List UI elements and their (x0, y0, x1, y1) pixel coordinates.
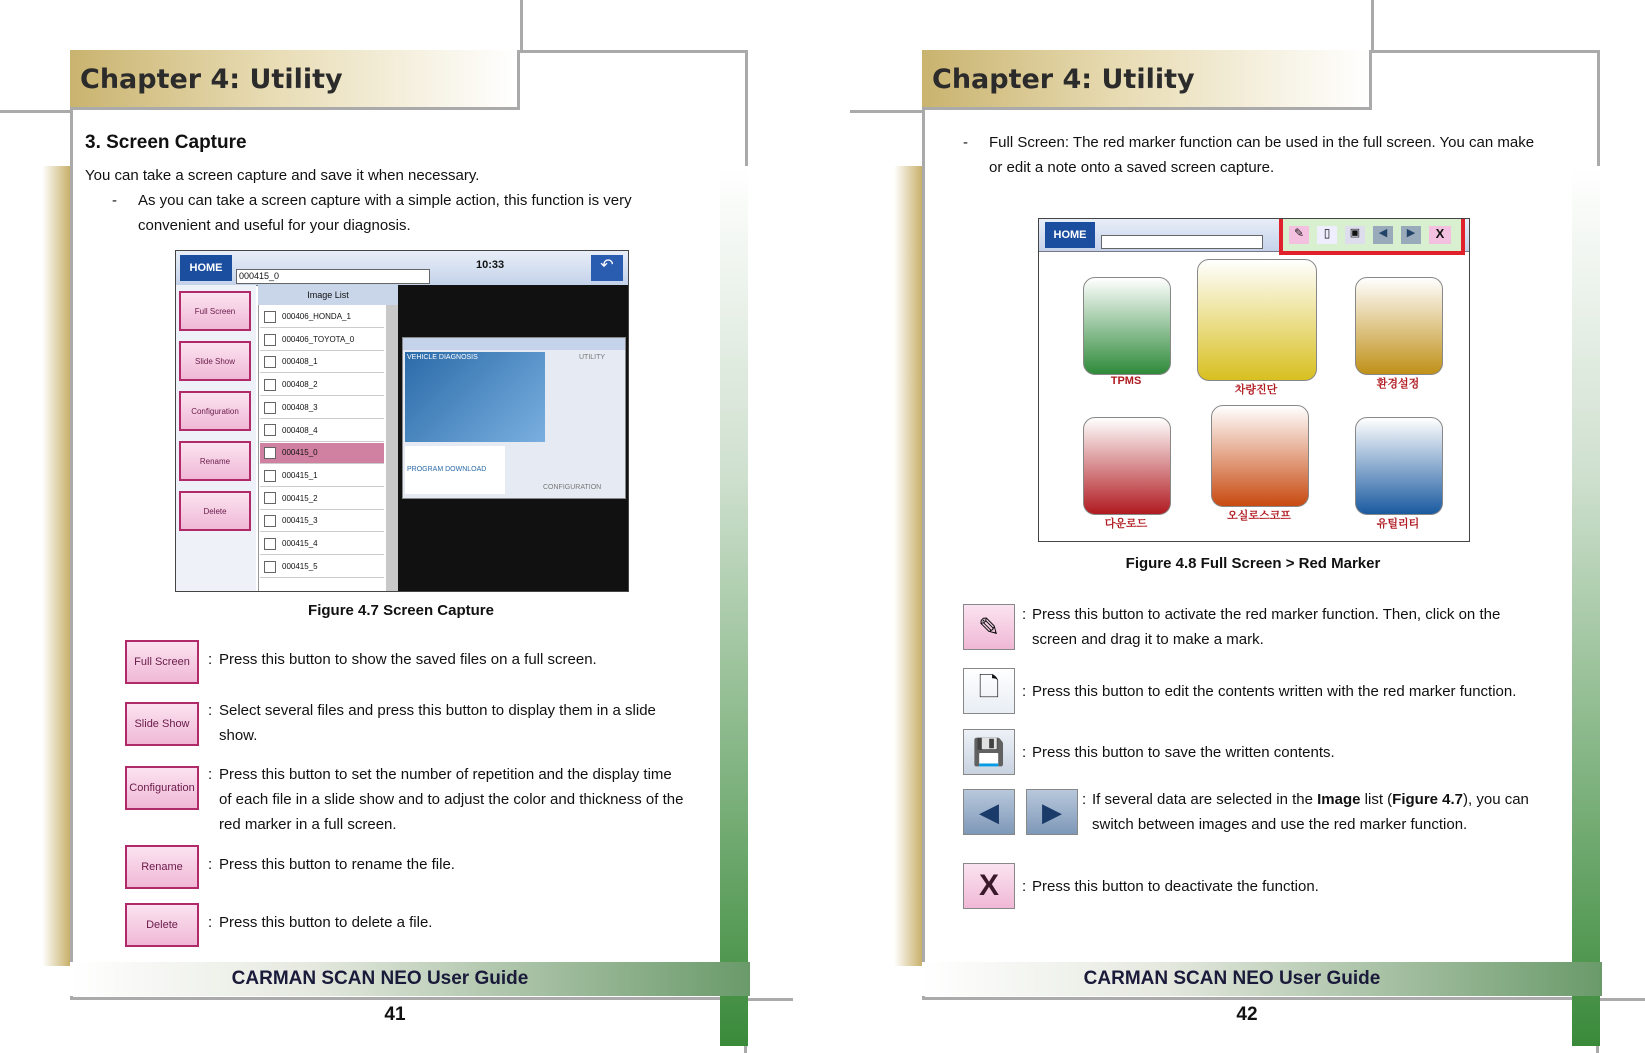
item-description: Press this button to deactivate the function. (1032, 878, 1319, 895)
checkbox[interactable] (264, 379, 276, 391)
x-icon[interactable]: X (963, 863, 1015, 909)
file-name: 000415_0 (282, 448, 318, 458)
chapter-header (70, 50, 520, 110)
preview-label: VEHICLE DIAGNOSIS (407, 354, 478, 361)
page-number-left: 41 (384, 1004, 406, 1025)
bullet-line: or edit a note onto a saved screen capture. (989, 159, 1275, 176)
item-description: Press this button to activate the red marker function. Then, click on the (1032, 606, 1501, 623)
figure-caption: Figure 4.7 Screen Capture (308, 602, 494, 619)
checkbox[interactable] (264, 334, 276, 346)
preview-label: CONFIGURATION (543, 484, 602, 491)
desc-colon: : (1082, 791, 1087, 808)
item-description: screen and drag it to make a mark. (1032, 631, 1264, 648)
next-icon[interactable]: ▶ (1401, 226, 1421, 244)
button-image-slide-show[interactable]: Slide Show (125, 702, 199, 746)
home-button[interactable]: HOME (1045, 222, 1095, 248)
file-name: 000408_4 (282, 425, 318, 435)
file-list-row[interactable] (260, 557, 384, 578)
nav-description-line2: switch between images and use the red marker function. (1092, 816, 1468, 833)
file-list-row[interactable] (260, 511, 384, 532)
file-name: 000406_HONDA_1 (282, 312, 351, 321)
desc-colon: : (208, 914, 213, 931)
file-list-row[interactable] (260, 352, 384, 373)
footer-title: CARMAN SCAN NEO User Guide (1083, 968, 1381, 989)
button-description: Press this button to delete a file. (219, 914, 433, 931)
intro-text: You can take a screen capture and save it when necessary. (85, 167, 480, 184)
capture-side-button[interactable]: Rename (179, 441, 251, 481)
bullet-line: Full Screen: The red marker function can be used in the full screen. You can make (989, 134, 1535, 151)
path-field: 000415_0 (236, 269, 430, 284)
file-name: 000408_3 (282, 402, 318, 412)
button-description: Press this button to set the number of repetition and the display time (219, 766, 672, 783)
full-screen-figure (1038, 218, 1470, 542)
screen-capture-figure (175, 250, 629, 592)
file-name: 000408_2 (282, 380, 318, 390)
figure-caption: Figure 4.8 Full Screen > Red Marker (1125, 555, 1381, 572)
button-image-full-screen[interactable]: Full Screen (125, 640, 199, 684)
desc-colon: : (1022, 744, 1027, 761)
save-icon[interactable]: 💾 (963, 729, 1015, 775)
checkbox[interactable] (264, 311, 276, 323)
back-icon[interactable]: ↶ (591, 255, 623, 281)
capture-side-button[interactable]: Full Screen (179, 291, 251, 331)
app-icon[interactable] (1211, 405, 1309, 507)
file-list-row[interactable] (260, 375, 384, 396)
file-name: 000415_2 (282, 493, 318, 503)
bullet-line: As you can take a screen capture with a simple action, this function is very (138, 192, 632, 209)
file-list-row[interactable] (260, 398, 384, 419)
button-description: of each file in a slide show and to adjust the color and thickness of the (219, 791, 684, 808)
app-icon[interactable] (1355, 277, 1443, 375)
button-description: Press this button to rename the file. (219, 856, 455, 873)
file-name: 000415_3 (282, 516, 318, 526)
clock: 10:33 (476, 259, 505, 271)
file-name: 000408_1 (282, 357, 318, 367)
file-name: 000406_TOYOTA_0 (282, 334, 355, 344)
checkbox[interactable] (264, 561, 276, 573)
checkbox[interactable] (264, 356, 276, 368)
footer-title: CARMAN SCAN NEO User Guide (231, 968, 529, 989)
app-label: TPMS (1110, 375, 1142, 387)
preview-label: UTILITY (579, 354, 606, 361)
checkbox[interactable] (264, 402, 276, 414)
scrollbar[interactable] (386, 305, 398, 591)
image-list-header: Image List (258, 285, 398, 305)
app-label: 다운로드 (1104, 518, 1148, 530)
app-label: 환경설정 (1376, 378, 1420, 390)
file-list-row[interactable] (260, 489, 384, 510)
file-list-row[interactable] (260, 443, 384, 464)
button-description: show. (219, 727, 258, 744)
file-name: 000415_1 (282, 470, 318, 480)
file-list-row[interactable] (260, 466, 384, 487)
checkbox[interactable] (264, 447, 276, 459)
desc-colon: : (1022, 606, 1027, 623)
preview-label: PROGRAM DOWNLOAD (407, 466, 487, 473)
page-number-right: 42 (1236, 1004, 1258, 1025)
capture-side-button[interactable]: Delete (179, 491, 251, 531)
chapter-header (922, 50, 1372, 110)
preview-image (402, 337, 626, 499)
bullet-dash: - (963, 134, 968, 151)
checkbox[interactable] (264, 492, 276, 504)
save-icon[interactable]: ▣ (1345, 226, 1365, 244)
next-arrow-icon[interactable]: ▶ (1026, 789, 1078, 835)
file-list-row[interactable] (260, 534, 384, 555)
file-list-row[interactable] (260, 307, 384, 328)
file-list-row[interactable] (260, 421, 384, 442)
app-icon[interactable] (1355, 417, 1443, 515)
app-label: 오실로스코프 (1227, 510, 1291, 522)
file-name: 000415_5 (282, 561, 318, 571)
file-name: 000415_4 (282, 539, 318, 548)
checkbox[interactable] (264, 470, 276, 482)
app-icon[interactable] (1083, 417, 1171, 515)
checkbox[interactable] (264, 538, 276, 550)
item-description: Press this button to save the written contents. (1032, 744, 1335, 761)
app-label: 차량진단 (1234, 384, 1278, 396)
checkbox[interactable] (264, 424, 276, 436)
app-icon[interactable] (1197, 259, 1317, 381)
capture-side-button[interactable]: Configuration (179, 391, 251, 431)
edit-page-icon[interactable]: ▯ (1317, 226, 1337, 244)
marker-toolbar (1279, 218, 1465, 255)
close-icon[interactable]: X (1429, 226, 1451, 244)
app-icon[interactable] (1083, 277, 1171, 375)
checkbox[interactable] (264, 515, 276, 527)
button-description: red marker in a full screen. (219, 816, 397, 833)
bullet-line: convenient and useful for your diagnosis. (138, 217, 411, 234)
app-label: 유틸리티 (1376, 518, 1420, 530)
home-button[interactable]: HOME (180, 255, 232, 281)
desc-colon: : (1022, 878, 1027, 895)
button-image-configuration[interactable]: Configuration (125, 766, 199, 810)
button-description: Select several files and press this button to display them in a slide (219, 702, 656, 719)
footer-bar (70, 962, 750, 996)
section-heading: 3. Screen Capture (85, 132, 247, 153)
button-description: Press this button to show the saved files on a full screen. (219, 651, 597, 668)
button-image-rename[interactable]: Rename (125, 845, 199, 889)
prev-icon[interactable]: ◀ (1373, 226, 1393, 244)
chapter-title: Chapter 4: Utility (932, 64, 1195, 95)
desc-colon: : (208, 702, 213, 719)
prev-arrow-icon[interactable]: ◀ (963, 789, 1015, 835)
chapter-title: Chapter 4: Utility (80, 64, 343, 95)
button-image-delete[interactable]: Delete (125, 903, 199, 947)
pencil-icon[interactable]: ✎ (1289, 226, 1309, 244)
capture-side-button[interactable]: Slide Show (179, 341, 251, 381)
desc-colon: : (208, 856, 213, 873)
footer-bar (922, 962, 1602, 996)
desc-colon: : (1022, 683, 1027, 700)
pencil-icon[interactable]: ✎ (963, 604, 1015, 650)
desc-colon: : (208, 766, 213, 783)
file-list-row[interactable] (260, 330, 384, 351)
bullet-dash: - (112, 192, 117, 209)
item-description: Press this button to edit the contents written with the red marker function. (1032, 683, 1517, 700)
nav-description: If several data are selected in the Image list (Figure 4.7), you can (1092, 791, 1529, 808)
edit-page-icon[interactable]: 🗋 (963, 668, 1015, 714)
desc-colon: : (208, 651, 213, 668)
